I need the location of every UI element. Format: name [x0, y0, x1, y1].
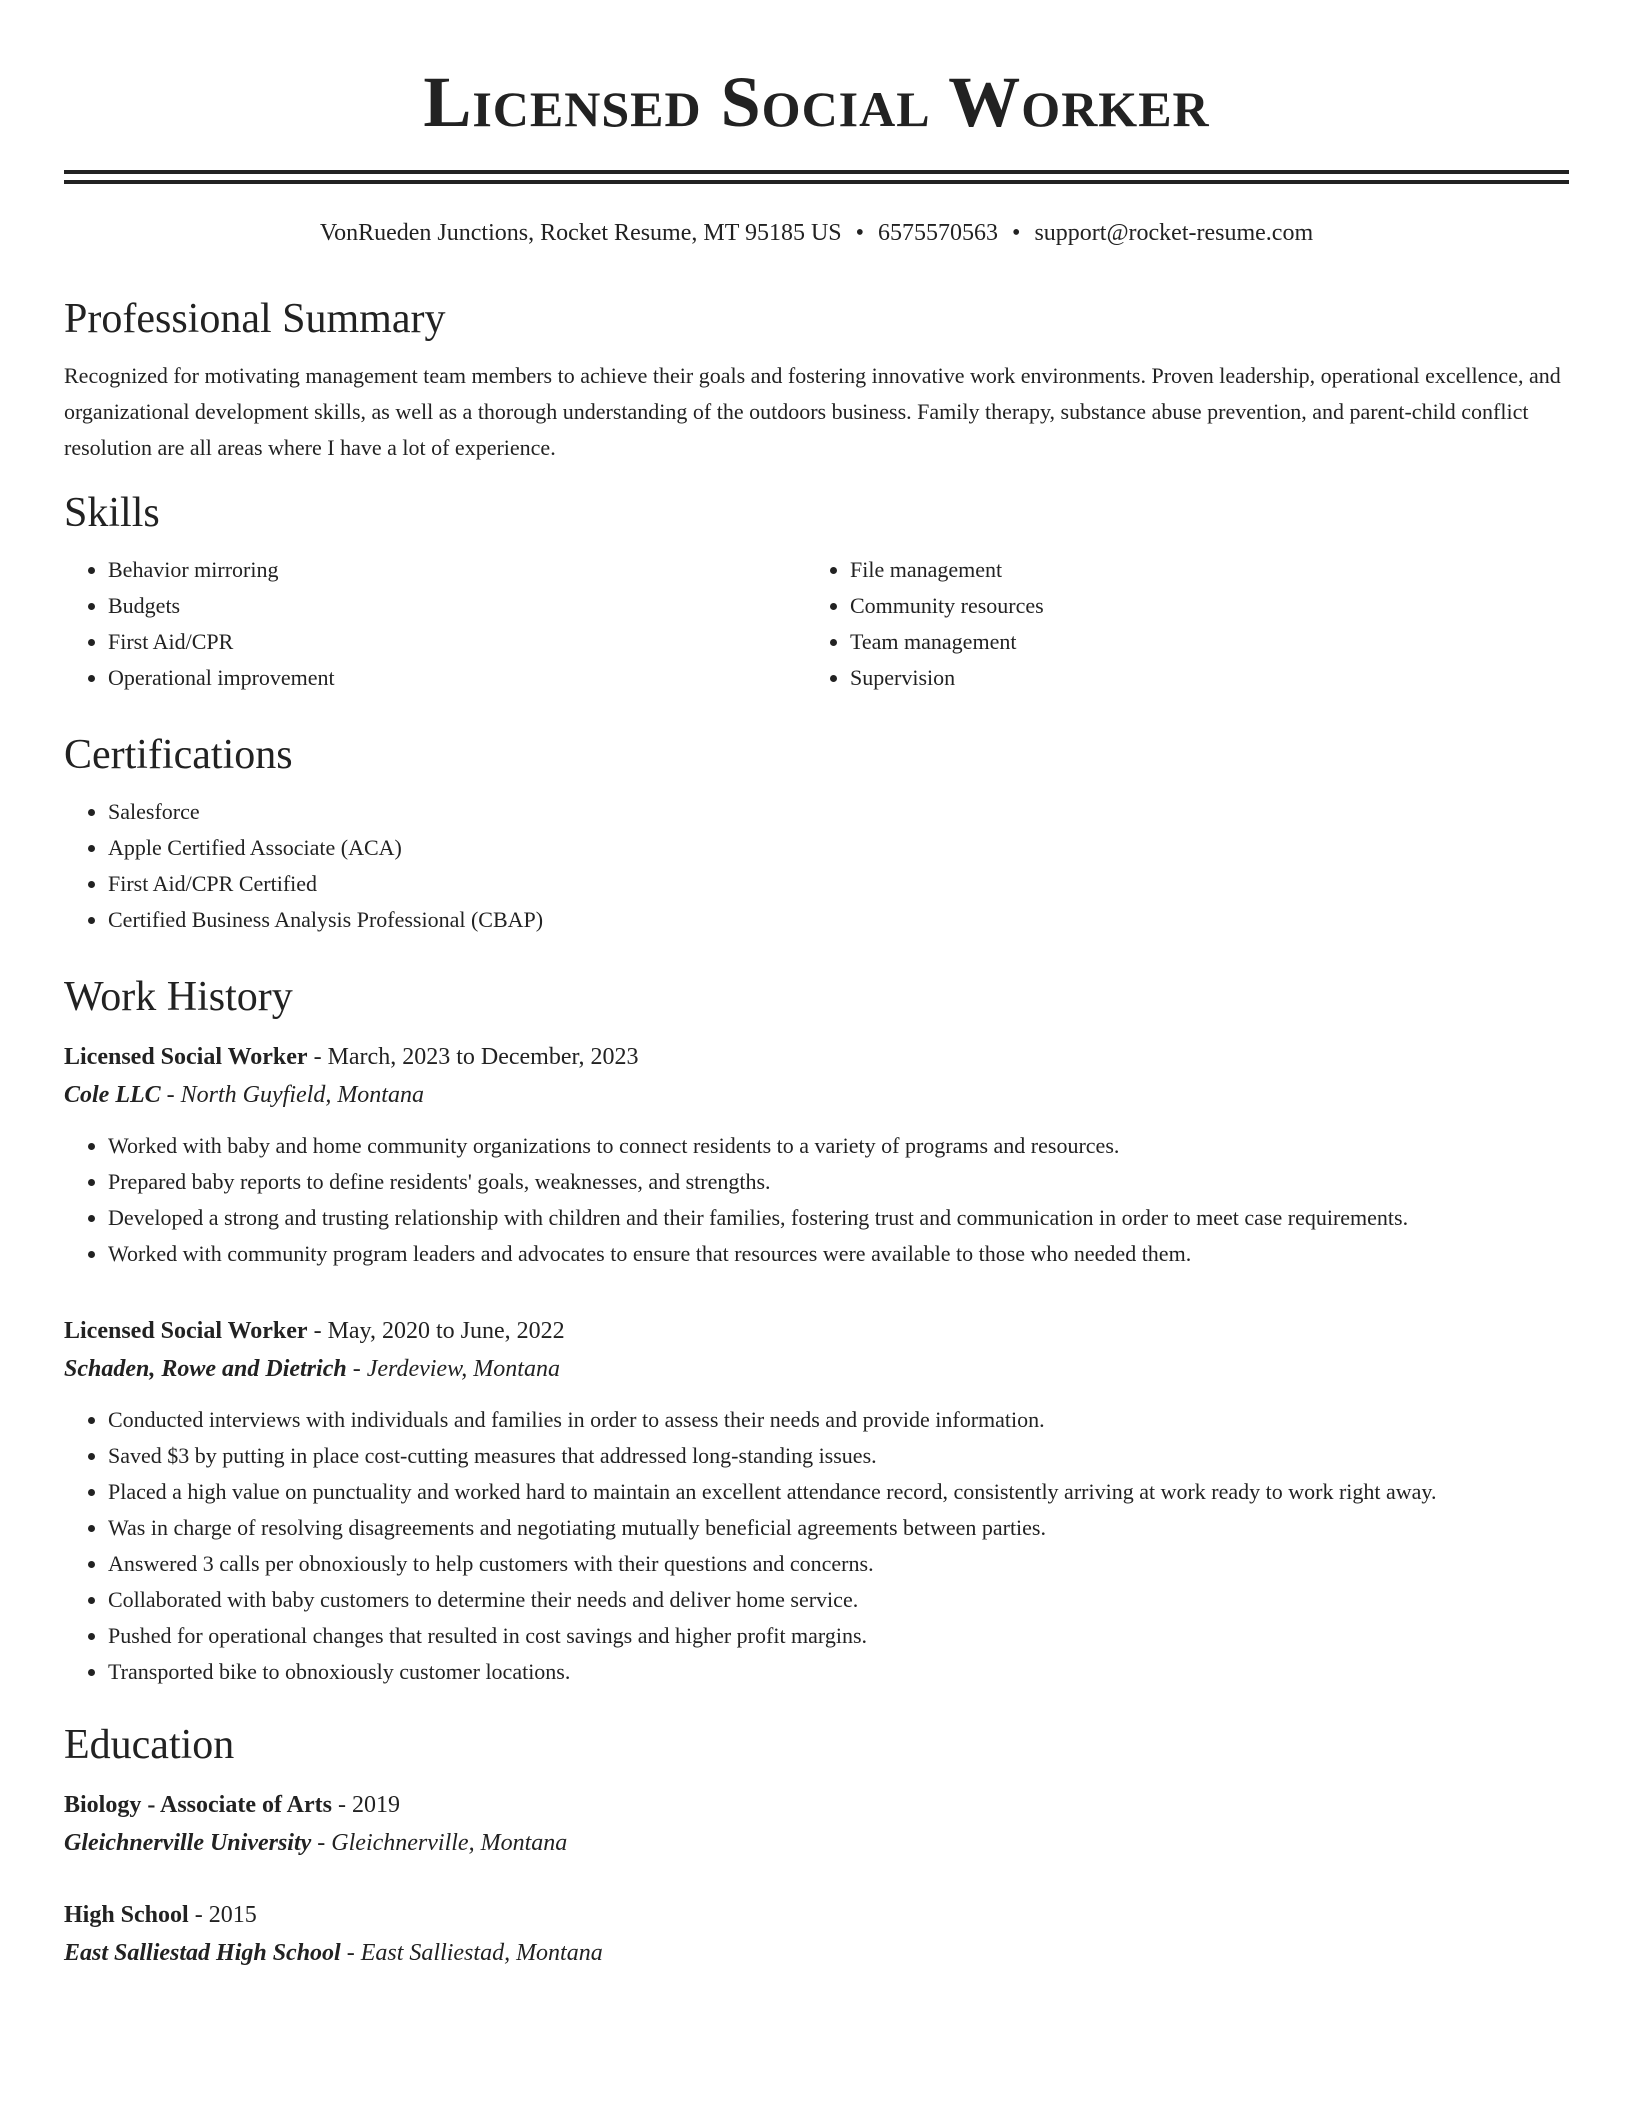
education-school-line — [64, 1934, 1569, 1972]
skills-list-left — [64, 552, 806, 696]
job-role: Licensed Social Worker — [64, 1318, 308, 1344]
job-bullet: • Prepared baby reports to define residents' goals, weaknesses, and strengths. — [108, 1164, 1569, 1200]
job-bullet: • Developed a strong and trusting relationship with children and their families, fostering trust and communication in order to meet case requirements. — [108, 1200, 1569, 1236]
skill-item: • First Aid/CPR — [108, 624, 806, 660]
education-entry — [64, 1896, 1569, 1972]
education-degree: High School — [64, 1902, 189, 1928]
skill-item: • Budgets — [108, 588, 806, 624]
skill-item: • Behavior mirroring — [108, 552, 806, 588]
education-header — [64, 1896, 1569, 1934]
contact-phone: 6575570563 — [878, 220, 999, 246]
job-bullet: • Was in charge of resolving disagreements and negotiating mutually beneficial agreements between parties. — [108, 1510, 1569, 1546]
education-school-line — [64, 1824, 1569, 1862]
job-company: Schaden, Rowe and Dietrich — [64, 1356, 347, 1382]
contact-address: VonRueden Junctions, Rocket Resume, MT 95185 US — [319, 220, 842, 246]
certification-item: • Apple Certified Associate (ACA) — [108, 830, 1569, 866]
job-company: Cole LLC — [64, 1082, 161, 1108]
job-company-line — [64, 1076, 1569, 1114]
job-entry — [64, 1312, 1569, 1690]
job-dash: - — [160, 1082, 181, 1108]
work-history-heading: Work History — [64, 974, 293, 1020]
certification-item: • First Aid/CPR Certified — [108, 866, 1569, 902]
skill-item: • Community resources — [850, 588, 1548, 624]
education-dash: - — [188, 1902, 209, 1928]
job-bullet: • Collaborated with baby customers to determine their needs and deliver home service. — [108, 1582, 1569, 1618]
contact-line — [64, 218, 1569, 248]
job-bullet: • Worked with community program leaders and advocates to ensure that resources were available to those who needed them. — [108, 1236, 1569, 1272]
education-heading: Education — [64, 1722, 235, 1768]
job-dates: May, 2020 to June, 2022 — [327, 1318, 565, 1344]
summary-heading: Professional Summary — [64, 296, 446, 342]
education-entry — [64, 1786, 1569, 1862]
education-location: Gleichnerville, Montana — [331, 1830, 568, 1856]
education-header — [64, 1786, 1569, 1824]
job-bullet: • Worked with baby and home community organizations to connect residents to a variety of programs and resources. — [108, 1128, 1569, 1164]
job-bullets — [64, 1128, 1569, 1272]
skill-item: • Operational improvement — [108, 660, 806, 696]
job-header — [64, 1038, 1569, 1076]
contact-email: support@rocket-resume.com — [1034, 220, 1314, 246]
skills-list-right — [806, 552, 1548, 696]
job-bullet: • Placed a high value on punctuality and worked hard to maintain an excellent attendance record, consistently arriving at work ready to work right away. — [108, 1474, 1569, 1510]
job-location: North Guyfield, Montana — [180, 1082, 424, 1108]
education-school: Gleichnerville University — [64, 1830, 312, 1856]
job-bullet: • Transported bike to obnoxiously customer locations. — [108, 1654, 1569, 1690]
page-title: Licensed Social Worker — [423, 62, 1210, 142]
job-dates: March, 2023 to December, 2023 — [327, 1044, 639, 1070]
job-company-line — [64, 1350, 1569, 1388]
education-dash: - — [311, 1830, 332, 1856]
skill-item: • Team management — [850, 624, 1548, 660]
certification-item: • Salesforce — [108, 794, 1569, 830]
job-bullets — [64, 1402, 1569, 1690]
job-bullet: • Conducted interviews with individuals and families in order to assess their needs and provide information. — [108, 1402, 1569, 1438]
job-bullet: • Saved $3 by putting in place cost-cutting measures that addressed long-standing issues. — [108, 1438, 1569, 1474]
summary-text: Recognized for motivating management team members to achieve their goals and fostering innovative work environments. Proven leadership, operational excellence, and organizational development skills, as well as a thorough understanding of the outdoors business. Family therapy, substance abuse prevention, and parent-child conflict resolution are all areas where I have a lot of experience. — [64, 363, 1561, 460]
job-bullet: • Answered 3 calls per obnoxiously to help customers with their questions and concerns. — [108, 1546, 1569, 1582]
education-degree: Biology - Associate of Arts — [64, 1792, 332, 1818]
certifications-heading: Certifications — [64, 732, 293, 778]
skills-column-right — [806, 552, 1548, 696]
skills-grid — [64, 552, 1569, 696]
header-divider-bottom — [64, 180, 1569, 184]
contact-separator: • — [855, 220, 865, 246]
certification-item: • Certified Business Analysis Professional (CBAP) — [108, 902, 1569, 938]
job-dash: - — [346, 1356, 367, 1382]
job-dash: - — [307, 1318, 328, 1344]
job-bullet: • Pushed for operational changes that resulted in cost savings and higher profit margins. — [108, 1618, 1569, 1654]
education-year: 2015 — [208, 1902, 257, 1928]
job-dash: - — [307, 1044, 328, 1070]
education-location: East Salliestad, Montana — [360, 1940, 603, 1966]
education-dash: - — [331, 1792, 352, 1818]
contact-separator: • — [1012, 220, 1021, 246]
education-dash: - — [340, 1940, 361, 1966]
skills-heading: Skills — [64, 490, 160, 536]
job-role: Licensed Social Worker — [64, 1044, 308, 1070]
job-header — [64, 1312, 1569, 1350]
header-divider-top — [64, 170, 1569, 174]
job-entry — [64, 1038, 1569, 1272]
resume-page — [64, 0, 1569, 1972]
education-school: East Salliestad High School — [64, 1940, 341, 1966]
job-location: Jerdeview, Montana — [366, 1356, 560, 1382]
certifications-list — [64, 794, 1569, 938]
skill-item: • File management — [850, 552, 1548, 588]
skill-item: • Supervision — [850, 660, 1548, 696]
education-year: 2019 — [351, 1792, 400, 1818]
skills-column-left — [64, 552, 806, 696]
